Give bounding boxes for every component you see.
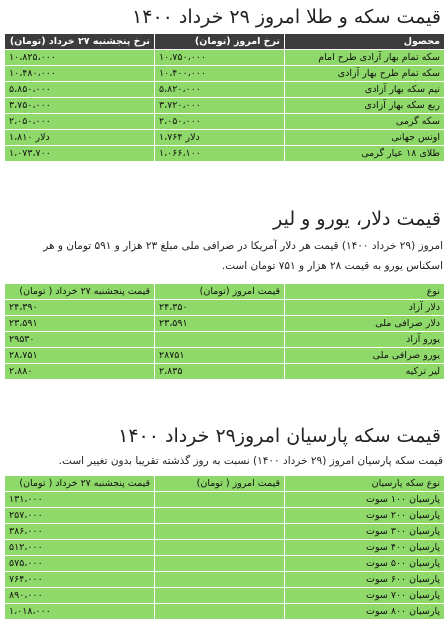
today-price-cell [155, 556, 285, 572]
dollar-table-header [5, 284, 445, 300]
thursday-price-cell: ۵،۸۵۰،۰۰۰ [5, 82, 155, 98]
today-price-cell: ۲۸۷۵۱ [155, 348, 285, 364]
thursday-price-cell: ۵۷۵،۰۰۰ [5, 556, 155, 572]
gold-table [4, 33, 445, 162]
dollar-header-thursday: قیمت پنجشنبه ۲۷ خرداد ( تومان) [5, 284, 155, 300]
today-price-cell: ۵،۸۲۰،۰۰۰ [155, 82, 285, 98]
thursday-price-cell: ۳،۷۵۰،۰۰۰ [5, 98, 155, 114]
currency-cell: دلار صرافی ملی [285, 316, 445, 332]
gold-title: قیمت سکه و طلا امروز ۲۹ خرداد ۱۴۰۰ [132, 6, 441, 28]
table-row [5, 492, 445, 508]
dollar-header-type: نوع [285, 284, 445, 300]
product-cell: سکه تمام بهار آزادی طرح امام [285, 50, 445, 66]
today-price-cell: ۱۰،۴۰۰،۰۰۰ [155, 66, 285, 82]
thursday-price-cell: ۲۸،۷۵۱ [5, 348, 155, 364]
table-row [5, 98, 445, 114]
table-row [5, 540, 445, 556]
today-price-cell: ۲،۰۵۰،۰۰۰ [155, 114, 285, 130]
thursday-price-cell: ۵۱۲،۰۰۰ [5, 540, 155, 556]
coin-type-cell: پارسیان ۸۰۰ سوت [285, 604, 445, 620]
currency-cell: یورو آزاد [285, 332, 445, 348]
table-row [5, 556, 445, 572]
currency-cell: یورو صرافی ملی [285, 348, 445, 364]
today-price-cell [155, 492, 285, 508]
table-row [5, 82, 445, 98]
table-row [5, 604, 445, 620]
coin-type-cell: پارسیان ۱۰۰ سوت [285, 492, 445, 508]
table-row [5, 588, 445, 604]
table-row [5, 364, 445, 380]
dollar-title: قیمت دلار، یورو و لیر [273, 208, 441, 230]
table-row [5, 66, 445, 82]
today-price-cell [155, 572, 285, 588]
parsian-header-type: نوع سکه پارسیان [285, 476, 445, 492]
table-row [5, 332, 445, 348]
thursday-price-cell: ۱،۰۱۸،۰۰۰ [5, 604, 155, 620]
today-price-cell [155, 332, 285, 348]
dollar-table [4, 283, 445, 380]
gold-header-thursday: نرخ پنجشنبه ۲۷ خرداد (تومان) [5, 34, 155, 50]
today-price-cell: ۲۴،۳۵۰ [155, 300, 285, 316]
today-price-cell: ۱،۰۶۶،۱۰۰ [155, 146, 285, 162]
parsian-header-thursday: قیمت پنجشنبه ۲۷ خرداد ( تومان) [5, 476, 155, 492]
today-price-cell: ۱،۷۶۴ دلار [155, 130, 285, 146]
thursday-price-cell: ۱،۸۱۰ دلار [5, 130, 155, 146]
thursday-price-cell: ۲،۸۸۰ [5, 364, 155, 380]
gold-header-today: نرخ امروز (تومان) [155, 34, 285, 50]
product-cell: ربع سکه بهار آزادی [285, 98, 445, 114]
today-price-cell: ۲۳،۵۹۱ [155, 316, 285, 332]
thursday-price-cell: ۲۹۵۳۰ [5, 332, 155, 348]
today-price-cell: ۱۰،۷۵۰،۰۰۰ [155, 50, 285, 66]
dollar-paragraph-line1: امروز (۲۹ خرداد ۱۴۰۰) قیمت هر دلار آمریکا در صرافی ملی مبلغ ۲۳ هزار و ۵۹۱ تومان و هر [43, 240, 443, 252]
table-row [5, 348, 445, 364]
parsian-header-today: قیمت امروز ( تومان) [155, 476, 285, 492]
parsian-title: قیمت سکه پارسیان امروز۲۹ خرداد ۱۴۰۰ [118, 425, 441, 447]
thursday-price-cell: ۱۳۱،۰۰۰ [5, 492, 155, 508]
product-cell: نیم سکه بهار آزادی [285, 82, 445, 98]
today-price-cell [155, 540, 285, 556]
gold-header-product: محصول [285, 34, 445, 50]
coin-type-cell: پارسیان ۵۰۰ سوت [285, 556, 445, 572]
coin-type-cell: پارسیان ۲۰۰ سوت [285, 508, 445, 524]
today-price-cell [155, 508, 285, 524]
table-row [5, 572, 445, 588]
table-row [5, 300, 445, 316]
product-cell: اونس جهانی [285, 130, 445, 146]
coin-type-cell: پارسیان ۳۰۰ سوت [285, 524, 445, 540]
thursday-price-cell: ۷۶۴،۰۰۰ [5, 572, 155, 588]
parsian-paragraph: قیمت سکه پارسیان امروز (۲۹ خرداد ۱۴۰۰) نسبت به روز گذشته تقریبا بدون تغییر است. [58, 455, 443, 467]
product-cell: طلای ۱۸ عیار گرمی [285, 146, 445, 162]
table-row [5, 508, 445, 524]
parsian-table-header [5, 476, 445, 492]
thursday-price-cell: ۲،۰۵۰،۰۰۰ [5, 114, 155, 130]
thursday-price-cell: ۲۵۷،۰۰۰ [5, 508, 155, 524]
dollar-header-today: قیمت امروز (تومان) [155, 284, 285, 300]
dollar-paragraph-line2: اسکناس یورو به قیمت ۲۸ هزار و ۷۵۱ تومان است. [221, 260, 443, 272]
today-price-cell [155, 524, 285, 540]
today-price-cell: ۳،۷۲۰،۰۰۰ [155, 98, 285, 114]
table-row [5, 114, 445, 130]
today-price-cell [155, 604, 285, 620]
coin-type-cell: پارسیان ۷۰۰ سوت [285, 588, 445, 604]
table-row [5, 50, 445, 66]
thursday-price-cell: ۸۹۰،۰۰۰ [5, 588, 155, 604]
gold-table-header [5, 34, 445, 50]
thursday-price-cell: ۳۸۶،۰۰۰ [5, 524, 155, 540]
product-cell: سکه گرمی [285, 114, 445, 130]
table-row [5, 524, 445, 540]
today-price-cell: ۲،۸۳۵ [155, 364, 285, 380]
thursday-price-cell: ۱۰،۴۸۰،۰۰۰ [5, 66, 155, 82]
table-row [5, 130, 445, 146]
today-price-cell [155, 588, 285, 604]
product-cell: سکه تمام طرح بهار آزادی [285, 66, 445, 82]
table-row [5, 146, 445, 162]
parsian-table [4, 475, 445, 620]
thursday-price-cell: ۱،۰۷۳،۷۰۰ [5, 146, 155, 162]
thursday-price-cell: ۲۳،۵۹۱ [5, 316, 155, 332]
coin-type-cell: پارسیان ۶۰۰ سوت [285, 572, 445, 588]
currency-cell: لیر ترکیه [285, 364, 445, 380]
table-row [5, 316, 445, 332]
thursday-price-cell: ۲۴،۳۹۰ [5, 300, 155, 316]
thursday-price-cell: ۱۰،۸۲۵،۰۰۰ [5, 50, 155, 66]
currency-cell: دلار آزاد [285, 300, 445, 316]
coin-type-cell: پارسیان ۴۰۰ سوت [285, 540, 445, 556]
